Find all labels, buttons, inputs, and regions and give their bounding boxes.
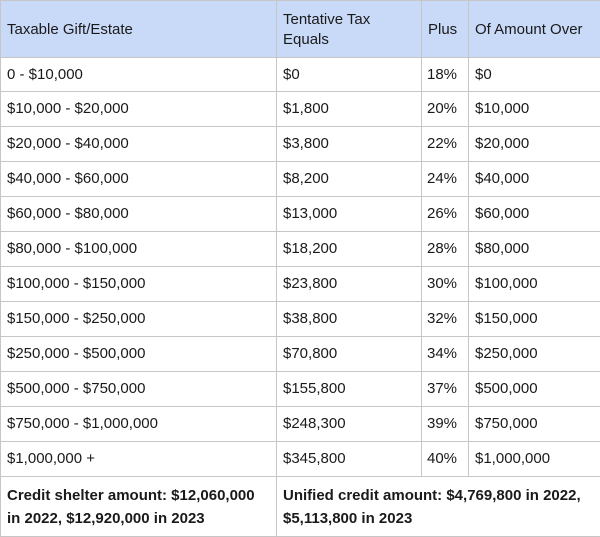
cell-tentative-tax: $18,200: [277, 232, 422, 267]
table-row: [1, 442, 600, 477]
cell-rate: 22%: [422, 127, 469, 162]
cell-tentative-tax: $13,000: [277, 197, 422, 232]
table-row: [1, 127, 600, 162]
cell-tentative-tax: $3,800: [277, 127, 422, 162]
table-row: [1, 407, 600, 442]
cell-tentative-tax: $8,200: [277, 162, 422, 197]
cell-amount-over: $60,000: [469, 197, 600, 232]
header-tentative-tax: Tentative Tax Equals: [277, 1, 422, 58]
cell-tentative-tax: $155,800: [277, 372, 422, 407]
footer-row: [1, 477, 600, 537]
cell-amount-over: $20,000: [469, 127, 600, 162]
cell-rate: 40%: [422, 442, 469, 477]
cell-taxable-range: $150,000 - $250,000: [1, 302, 277, 337]
cell-rate: 39%: [422, 407, 469, 442]
cell-amount-over: $750,000: [469, 407, 600, 442]
cell-amount-over: $10,000: [469, 92, 600, 127]
cell-rate: 26%: [422, 197, 469, 232]
cell-rate: 34%: [422, 337, 469, 372]
table-body: [1, 58, 600, 477]
cell-amount-over: $40,000: [469, 162, 600, 197]
credit-shelter-note: Credit shelter amount: $12,060,000 in 2022, $12,920,000 in 2023: [1, 477, 277, 537]
cell-taxable-range: $60,000 - $80,000: [1, 197, 277, 232]
header-plus: Plus: [422, 1, 469, 58]
table-row: [1, 162, 600, 197]
table-row: [1, 302, 600, 337]
cell-taxable-range: 0 - $10,000: [1, 58, 277, 92]
cell-tentative-tax: $248,300: [277, 407, 422, 442]
cell-tentative-tax: $38,800: [277, 302, 422, 337]
cell-rate: 28%: [422, 232, 469, 267]
cell-tentative-tax: $23,800: [277, 267, 422, 302]
header-taxable-gift-estate: Taxable Gift/Estate: [1, 1, 277, 58]
cell-rate: 18%: [422, 58, 469, 92]
table-row: [1, 232, 600, 267]
cell-taxable-range: $80,000 - $100,000: [1, 232, 277, 267]
cell-amount-over: $1,000,000: [469, 442, 600, 477]
cell-amount-over: $100,000: [469, 267, 600, 302]
table-row: [1, 58, 600, 92]
cell-amount-over: $150,000: [469, 302, 600, 337]
cell-rate: 32%: [422, 302, 469, 337]
cell-tentative-tax: $0: [277, 58, 422, 92]
cell-amount-over: $80,000: [469, 232, 600, 267]
table-header: [1, 1, 600, 58]
cell-taxable-range: $750,000 - $1,000,000: [1, 407, 277, 442]
cell-taxable-range: $10,000 - $20,000: [1, 92, 277, 127]
cell-rate: 24%: [422, 162, 469, 197]
cell-tentative-tax: $70,800: [277, 337, 422, 372]
cell-tentative-tax: $1,800: [277, 92, 422, 127]
cell-taxable-range: $40,000 - $60,000: [1, 162, 277, 197]
table-row: [1, 337, 600, 372]
table-row: [1, 267, 600, 302]
table-footer: [1, 477, 600, 537]
table-row: [1, 92, 600, 127]
cell-amount-over: $0: [469, 58, 600, 92]
cell-rate: 20%: [422, 92, 469, 127]
cell-taxable-range: $500,000 - $750,000: [1, 372, 277, 407]
cell-taxable-range: $250,000 - $500,000: [1, 337, 277, 372]
cell-taxable-range: $100,000 - $150,000: [1, 267, 277, 302]
header-row: [1, 1, 600, 58]
cell-rate: 37%: [422, 372, 469, 407]
table-row: [1, 372, 600, 407]
cell-taxable-range: $20,000 - $40,000: [1, 127, 277, 162]
table-row: [1, 197, 600, 232]
cell-tentative-tax: $345,800: [277, 442, 422, 477]
cell-taxable-range: $1,000,000 +: [1, 442, 277, 477]
cell-amount-over: $250,000: [469, 337, 600, 372]
cell-amount-over: $500,000: [469, 372, 600, 407]
unified-credit-note: Unified credit amount: $4,769,800 in 2022, $5,113,800 in 2023: [277, 477, 600, 537]
header-amount-over: Of Amount Over: [469, 1, 600, 58]
cell-rate: 30%: [422, 267, 469, 302]
